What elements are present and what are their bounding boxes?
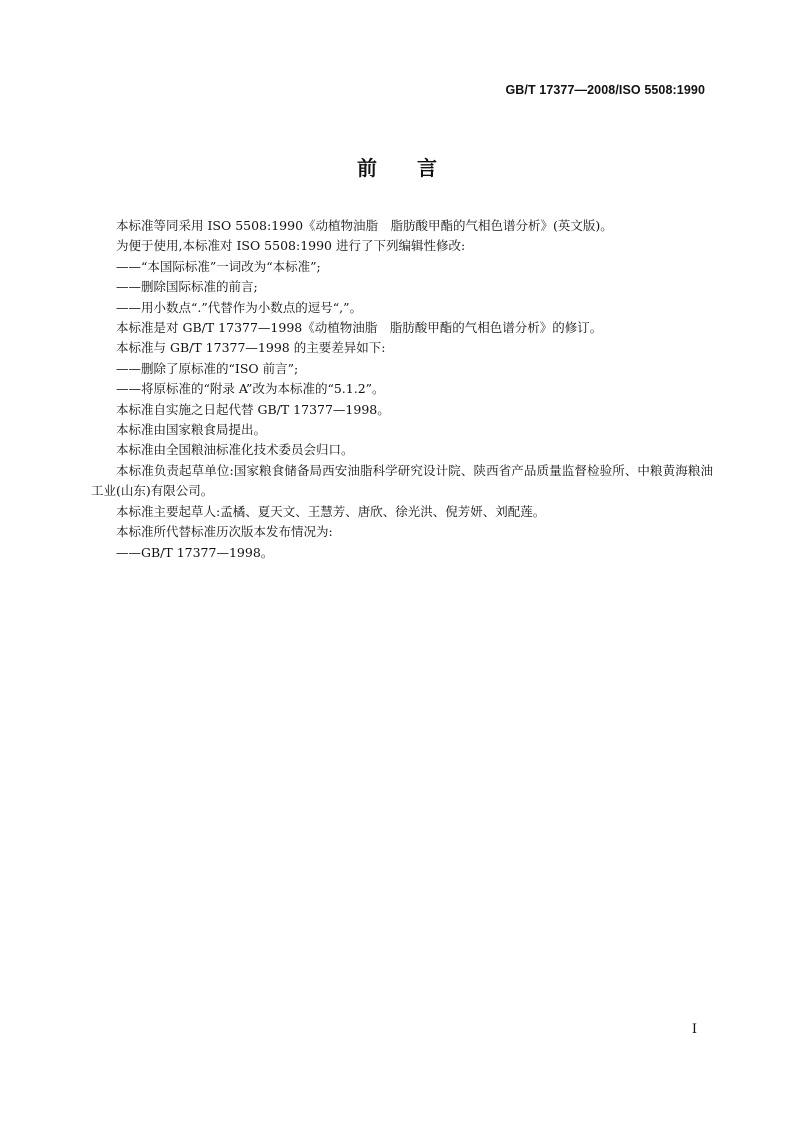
paragraph: 本标准负责起草单位:国家粮食储备局西安油脂科学研究设计院、陕西省产品质量监督检验所、中粮黄海粮油工业(山东)有限公司。 — [91, 462, 713, 499]
paragraph: 本标准所代替标准历次版本发布情况为: — [116, 524, 333, 540]
paragraph: 本标准等同采用 ISO 5508:1990《动植物油脂 脂肪酸甲酯的气相色谱分析》(英文版)。 — [116, 218, 613, 233]
paragraph: 本标准与 GB/T 17377—1998 的主要差异如下: — [116, 340, 386, 356]
foreword-body — [91, 216, 713, 563]
paragraph: 为便于使用,本标准对 ISO 5508:1990 进行了下列编辑性修改: — [116, 238, 466, 254]
paragraph: 本标准主要起草人:孟橘、夏天文、王慧芳、唐欣、徐光洪、倪芳妍、刘配莲。 — [116, 503, 546, 519]
paragraph: 本标准由全国粮油标准化技术委员会归口。 — [116, 442, 354, 458]
list-item: ——删除了原标准的“ISO 前言”; — [116, 360, 299, 376]
paragraph: 本标准是对 GB/T 17377—1998《动植物油脂 脂肪酸甲酯的气相色谱分析》的修订。 — [116, 320, 603, 336]
list-item: ——用小数点“.”代替作为小数点的逗号“,”。 — [116, 299, 363, 315]
list-item: ——删除国际标准的前言; — [116, 279, 258, 295]
paragraph: 本标准自实施之日起代替 GB/T 17377—1998。 — [116, 401, 390, 417]
page-title: 前言 — [357, 156, 477, 180]
list-item: ——GB/T 17377—1998。 — [116, 544, 274, 560]
page-number: I — [691, 1022, 697, 1037]
list-item: ——将原标准的“附录 A”改为本标准的“5.1.2”。 — [116, 381, 385, 397]
standard-code-header: GB/T 17377—2008/ISO 5508:1990 — [505, 83, 705, 97]
list-item: ——“本国际标准”一词改为“本标准”; — [116, 258, 321, 274]
paragraph: 本标准由国家粮食局提出。 — [116, 422, 267, 438]
